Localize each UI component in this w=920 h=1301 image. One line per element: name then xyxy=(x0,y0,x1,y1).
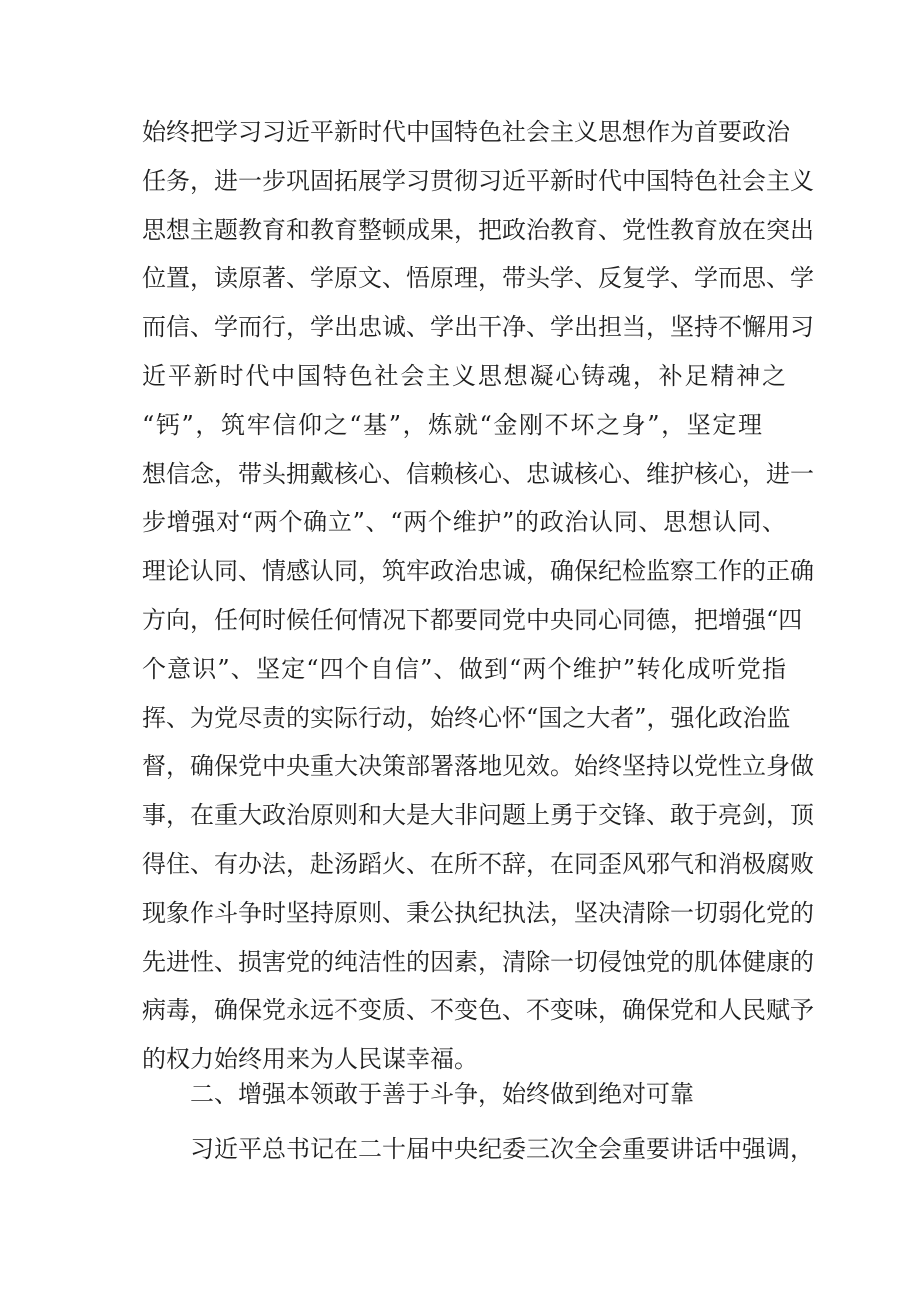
text-line: 任务，进一步巩固拓展学习贯彻习近平新时代中国特色社会主义 xyxy=(142,166,814,195)
text-line: 得住、有办法，赴汤蹈火、在所不辞，在同歪风邪气和消极腐败 xyxy=(142,849,814,878)
section-heading: 二、增强本领敢于善于斗争，始终做到绝对可靠 xyxy=(190,1080,694,1108)
text-line: 病毒，确保党永远不变质、不变色、不变味，确保党和人民赋予 xyxy=(142,996,814,1025)
text-line: 理论认同、情感认同，筑牢政治忠诚，确保纪检监察工作的正确 xyxy=(142,557,814,586)
text-line: 督，确保党中央重大决策部署落地见效。始终坚持以党性立身做 xyxy=(142,752,814,781)
text-line: 现象作斗争时坚持原则、秉公执纪执法，坚决清除一切弱化党的 xyxy=(142,898,814,927)
text-line: 方向，任何时候任何情况下都要同党中央同心同德，把增强“四 xyxy=(142,605,803,634)
text-line: 挥、为党尽责的实际行动，始终心怀“国之大者”，强化政治监 xyxy=(142,703,791,732)
text-line: 始终把学习习近平新时代中国特色社会主义思想作为首要政治 xyxy=(142,118,790,146)
text-line: 位置，读原著、学原文、悟原理，带头学、反复学、学而思、学 xyxy=(142,264,814,293)
text-line: 近平新时代中国特色社会主义思想凝心铸魂，补足精神之 xyxy=(142,361,786,390)
text-line: 思想主题教育和教育整顿成果，把政治教育、党性教育放在突出 xyxy=(142,215,814,244)
paragraph-first-line: 习近平总书记在二十届中央纪委三次全会重要讲话中强调， xyxy=(190,1135,814,1163)
text-line: 个意识”、坚定“四个自信”、做到“两个维护”转化成听党指 xyxy=(142,654,786,683)
text-line: 先进性、损害党的纯洁性的因素，清除一切侵蚀党的肌体健康的 xyxy=(142,947,814,976)
text-line: 步增强对“两个确立”、“两个维护”的政治认同、思想认同、 xyxy=(142,508,786,537)
text-line: 的权力始终用来为人民谋幸福。 xyxy=(142,1045,478,1074)
text-line: 事，在重大政治原则和大是大非问题上勇于交锋、敢于亮剑，顶 xyxy=(142,801,814,830)
text-line: 而信、学而行，学出忠诚、学出干净、学出担当，坚持不懈用习 xyxy=(142,313,814,342)
body-paragraph xyxy=(142,108,814,1084)
text-line: “钙”，筑牢信仰之“基”，炼就“金刚不坏之身”，坚定理 xyxy=(142,410,762,439)
text-line: 想信念，带头拥戴核心、信赖核心、忠诚核心、维护核心，进一 xyxy=(142,459,814,488)
